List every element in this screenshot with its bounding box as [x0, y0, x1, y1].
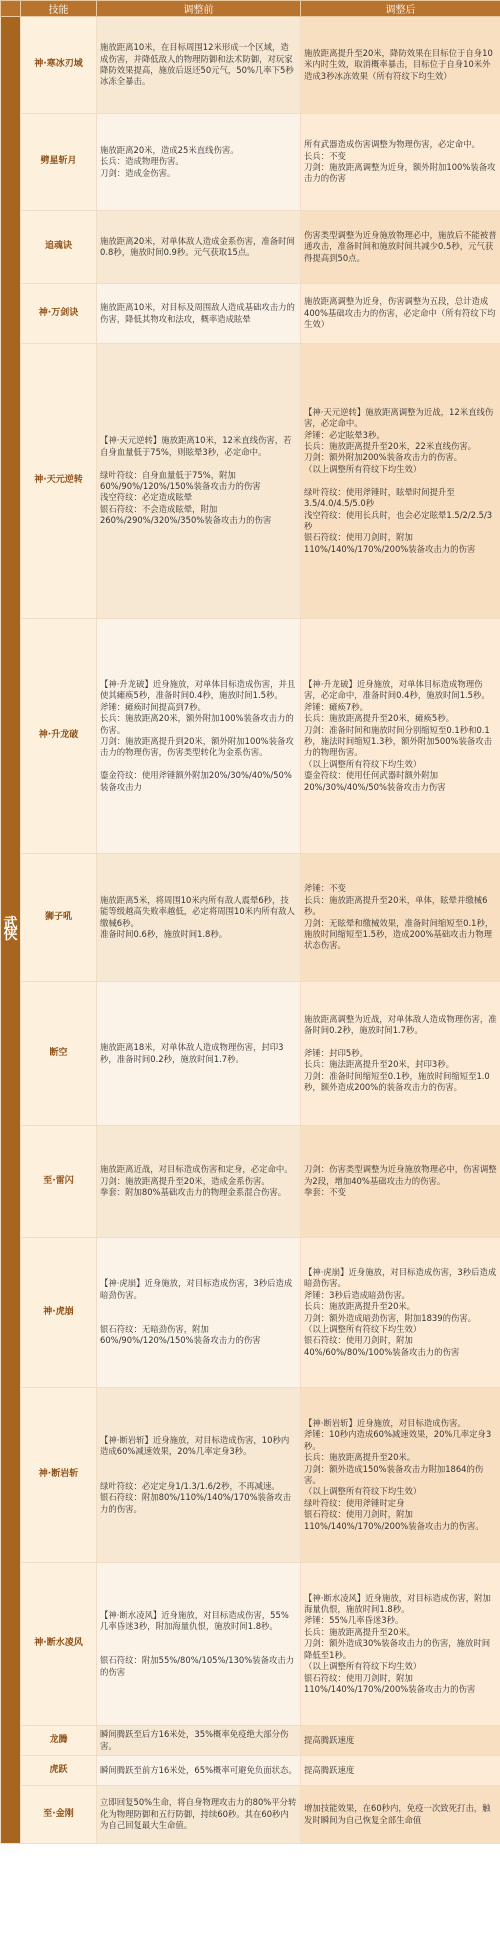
before-text: 瞬间腾跃至前方16米处，65%概率可避免负面状态。 — [97, 1756, 301, 1786]
after-text: 【神·升龙破】近身施放，对单体目标造成物理伤害，必定命中，准备时间0.4秒，施放时间1.5秒。 斧锤：瘫痪7秒。 长兵：施放距离提升至20米，瘫痪5秒。 刀剑：准备时间和施放时间分别缩短至0.1秒和0.1秒，施法时间缩短1.3秒，额外附加500%装备攻击力的物理伤害。 （以上调整所有符纹下均生效） 鎏金符纹：使用任何武器时额外附加20%/30%/40%/50%装备攻击力伤害 — [301, 619, 500, 854]
before-text: 立即回复50%生命，将自身物理攻击力的80%平分转化为物理防御和五行防御，持续60秒。其在60秒内为自己回复最大生命值。 — [97, 1786, 301, 1844]
table-row — [1, 1126, 500, 1238]
before-text: 瞬间腾跃至后方16米处，35%概率免疫绝大部分伤害。 — [97, 1726, 301, 1756]
header-skill: 技能 — [21, 1, 97, 17]
after-text: 施放距离提升至20米，降防效果在目标位于自身10米内时生效，取消概率暴击，目标位于自身10米外造成3秒冰冻效果（所有符纹下均生效） — [301, 17, 500, 114]
table-row — [1, 982, 500, 1126]
before-text: 施放距离18米，对单体敌人造成物理伤害，封印3秒，准备时间0.2秒，施放时间1.7秒。 — [97, 982, 301, 1126]
table-row — [1, 1563, 500, 1726]
table-row — [1, 1388, 500, 1563]
table-row — [1, 1238, 500, 1388]
skill-name: 神·寒冰刃域 — [21, 17, 97, 114]
header-category — [1, 1, 21, 17]
before-text: 【神·天元逆转】施放距离10米，12米直线伤害，若自身血量低于75%，则眩晕3秒，必定命中。 绿叶符纹：自身血量低于75%，附加60%/90%/120%/150%装备攻击力的伤害 浅空符纹：必定造成眩晕 银石符纹：不会造成眩晕，附加260%/290%/320%/350%装备攻击力的伤害 — [97, 344, 301, 619]
category-label: 武侠 — [1, 17, 21, 1844]
skill-name: 神·虎崩 — [21, 1238, 97, 1388]
table-row — [1, 1786, 500, 1844]
before-text: 施放距离10米，对目标及周围敌人造成基础攻击力的伤害，降低其物攻和法攻，概率造成眩晕 — [97, 284, 301, 344]
skill-name: 神·断岩斩 — [21, 1388, 97, 1563]
skill-name: 神·万剑诀 — [21, 284, 97, 344]
table-row — [1, 284, 500, 344]
before-text: 施放距离10米，在目标周围12米形成一个区域，造成伤害，并降低敌人的物理防御和法术防御，对玩家降防效果提高，施放后返还50元气，50%几率下5秒冰冻全暴击。 — [97, 17, 301, 114]
before-text: 施放距离20米，对单体敌人造成金系伤害，准备时间0.8秒，施放时间0.9秒。元气获取15点。 — [97, 211, 301, 284]
before-text: 【神·升龙破】近身施放，对单体目标造成伤害，并且使其瘫痪5秒，准备时间0.4秒，施放时间1.5秒。 斧锤：瘫痪时间提高到7秒。 长兵：施放距离20米，额外附加100%装备攻击力的伤害。 刀剑：施放距离提升到20米，额外附加100%装备攻击力的物理伤害，伤害类型转化为金系伤害。 鎏金符纹：使用斧锤额外附加20%/30%/40%/50%装备攻击力 — [97, 619, 301, 854]
before-text: 【神·虎崩】近身施放，对目标造成伤害，3秒后造成暗劲伤害。 银石符纹：无暗劲伤害，附加60%/90%/120%/150%装备攻击力的伤害 — [97, 1238, 301, 1388]
skill-name: 虎跃 — [21, 1756, 97, 1786]
table-row — [1, 211, 500, 284]
skill-name: 神·升龙破 — [21, 619, 97, 854]
after-text: 施放距离调整为近战，对单体敌人造成物理伤害，准备时间0.2秒，施放时间1.7秒。 斧锤：封印5秒。 长兵：施法距离提升至20米，封印3秒。 刀剑：准备时间缩短至0.1秒，施放时间缩短至1.0秒，额外造成200%的装备攻击力的伤害。 — [301, 982, 500, 1126]
after-text: 提高腾跃速度 — [301, 1726, 500, 1756]
skill-name: 狮子吼 — [21, 854, 97, 982]
table-header-row — [1, 1, 500, 17]
after-text: 【神·断水凌风】近身施放，对目标造成伤害，附加海量仇恨，施放时间1.8秒。 斧锤：55%几率昏迷3秒。 长兵：施放距离提升至20米。 刀剑：额外造成30%装备攻击力的伤害，施放时间降低至1秒。 （以上调整所有符纹下均生效） 银石符纹：使用刀剑时，附加110%/140%/170%/200%装备攻击力的伤害 — [301, 1563, 500, 1726]
after-text: 刀剑：伤害类型调整为近身施放物理必中，伤害调整为2段，增加40%基础攻击力的伤害。 拳套：不变 — [301, 1126, 500, 1238]
table-row — [1, 854, 500, 982]
before-text: 【神·断水凌风】近身施放，对目标造成伤害，55%几率昏迷3秒，附加海量仇恨，施放时间1.8秒。 银石符纹：附加55%/80%/105%/130%装备攻击力的伤害 — [97, 1563, 301, 1726]
after-text: 【神·天元逆转】施放距离调整为近战，12米直线伤害，必定命中。 斧锤：必定眩晕3秒。 长兵：施放距离提升至20米，22米直线伤害。 刀剑：额外附加200%装备攻击力的伤害。 （以上调整所有符纹下均生效） 绿叶符纹：使用斧锤时，眩晕时间提升至3.5/4.0/4.5/5.0秒 浅空符纹：使用长兵时，也会必定眩晕1.5/2/2.5/3秒 银石符纹：使用刀剑时，附加110%/140%/170%/200%装备攻击力的伤害 — [301, 344, 500, 619]
after-text: 所有武器造成伤害调整为物理伤害，必定命中。 长兵：不变 刀剑：施放距离调整为近身，额外附加100%装备攻击力的伤害 — [301, 114, 500, 211]
table-row — [1, 1756, 500, 1786]
skill-name: 龙腾 — [21, 1726, 97, 1756]
header-before: 调整前 — [97, 1, 301, 17]
after-text: 提高腾跃速度 — [301, 1756, 500, 1786]
skill-name: 追魂诀 — [21, 211, 97, 284]
table-row — [1, 619, 500, 854]
skill-name: 至·雷闪 — [21, 1126, 97, 1238]
table-row — [1, 1726, 500, 1756]
before-text: 施放距离5米，将周围10米内所有敌人震晕6秒，技能等级越高失败率越低，必定将周围10米内所有敌人缴械6秒。 准备时间0.6秒，施放时间1.8秒。 — [97, 854, 301, 982]
table-row — [1, 114, 500, 211]
skill-name: 神·天元逆转 — [21, 344, 97, 619]
after-text: 斧锤：不变 长兵：施放距离提升至20米，单体，眩晕并缴械6秒。 刀剑：无眩晕和缴械效果，准备时间缩短至0.1秒，施放时间缩短至1.5秒，造成200%基础攻击力物理状态伤害。 — [301, 854, 500, 982]
skill-name: 至·金刚 — [21, 1786, 97, 1844]
before-text: 施放距离近战，对目标造成伤害和定身，必定命中。 刀剑：施放距离提升至20米，造成金系伤害。 拳套：附加80%基础攻击力的物理金系混合伤害。 — [97, 1126, 301, 1238]
table-row — [1, 344, 500, 619]
before-text: 施放距离20米，造成25米直线伤害。 长兵：造成物理伤害。 刀剑：造成金伤害。 — [97, 114, 301, 211]
table-row — [1, 17, 500, 114]
skill-name: 神·断水凌风 — [21, 1563, 97, 1726]
after-text: 增加技能效果，在60秒内，免疫一次致死打击，触发时瞬间为自己恢复全部生命值 — [301, 1786, 500, 1844]
header-after: 调整后 — [301, 1, 500, 17]
after-text: 施放距离调整为近身，伤害调整为五段，总计造成400%基础攻击力的伤害，必定命中（所有符纹下均生效） — [301, 284, 500, 344]
after-text: 伤害类型调整为近身施放物理必中，施放后不能被普通攻击，准备时间和施放时间共减少0.5秒，元气获得提高到50点。 — [301, 211, 500, 284]
after-text: 【神·断岩斩】近身施放，对目标造成伤害。 斧锤：10秒内造成60%减速效果，20%几率定身3秒。 长兵：施放距离提升至20米。 刀剑：额外造成150%装备攻击力附加1864的伤害。 （以上调整所有符纹下均生效） 绿叶符纹：使用斧锤时定身 银石符纹：使用刀剑时，附加110%/140%/170%/200%装备攻击力的伤害。 — [301, 1388, 500, 1563]
after-text: 【神·虎崩】近身施放，对目标造成伤害，3秒后造成暗劲伤害。 斧锤：3秒后造成暗劲伤害。 长兵：施放距离提升至20米。 刀剑：额外造成暗劲伤害，附加1839的伤害。 （以上调整所有符纹下均生效） 银石符纹：使用刀剑时，附加40%/60%/80%/100%装备攻击力的伤害 — [301, 1238, 500, 1388]
before-text: 【神·断岩斩】近身施放，对目标造成伤害，10秒内造成60%减速效果，20%几率定身3秒。 绿叶符纹：必定定身1/1.3/1.6/2秒，不再减速。 银石符纹：附加80%/110%/140%/170%装备攻击力的伤害。 — [97, 1388, 301, 1563]
skill-name: 断空 — [21, 982, 97, 1126]
skill-name: 劈星斩月 — [21, 114, 97, 211]
